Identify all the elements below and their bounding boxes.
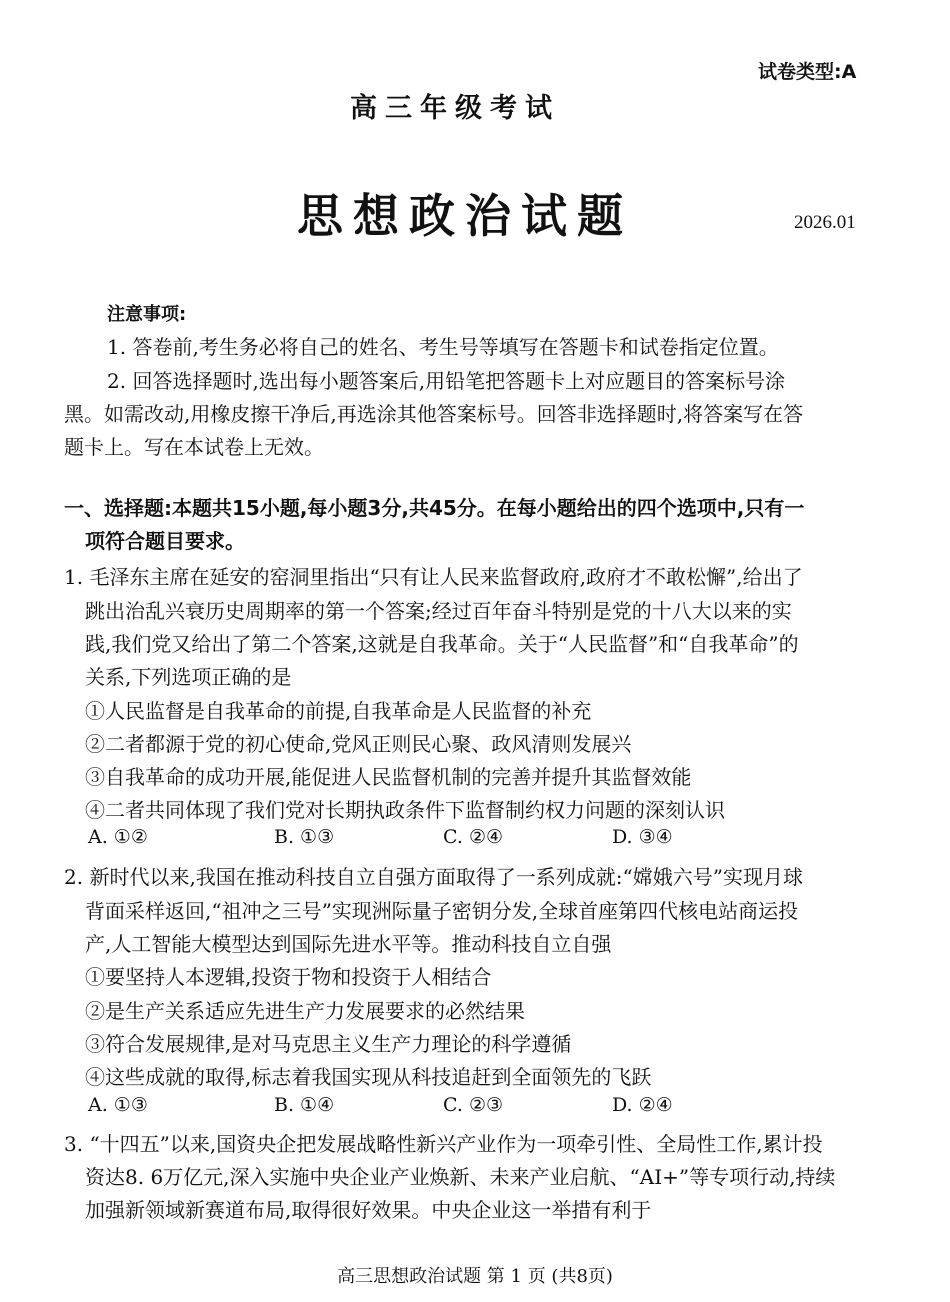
q2-options <box>0 1094 950 1120</box>
q1-option-d: D. ③④ <box>612 826 673 848</box>
q1-stem-line-4: 关系,下列选项正确的是 <box>85 665 292 689</box>
section-heading-line-2: 项符合题目要求。 <box>85 529 245 553</box>
page-title: 思想政治试题 <box>297 189 633 243</box>
q2-option-b: B. ①④ <box>274 1094 335 1116</box>
notice-item-2-line-1: 2. 回答选择题时,选出每小题答案后,用铅笔把答题卡上对应题目的答案标号涂 <box>107 369 786 393</box>
notice-item-2-line-3: 题卡上。写在本试卷上无效。 <box>64 435 324 459</box>
q1-statement-4: ④二者共同体现了我们党对长期执政条件下监督制约权力问题的深刻认识 <box>85 798 725 822</box>
q2-option-c: C. ②③ <box>443 1094 504 1116</box>
q2-stem-line-2: 背面采样返回,“祖冲之三号”实现洲际量子密钥分发,全球首座第四代核电站商运投 <box>85 899 799 923</box>
q3-stem-line-3: 加强新领域新赛道布局,取得很好效果。中央企业这一举措有利于 <box>85 1198 652 1222</box>
q1-option-a: A. ①② <box>88 826 148 848</box>
q1-stem-line-2: 跳出治乱兴衰历史周期率的第一个答案;经过百年奋斗特别是党的十八大以来的实 <box>85 599 792 623</box>
q1-stem-line-1: 1. 毛泽东主席在延安的窑洞里指出“只有让人民来监督政府,政府才不敢松懈”,给出了 <box>64 565 803 589</box>
q2-option-a: A. ①③ <box>88 1094 148 1116</box>
grade-exam-text: 高三年级考试 <box>350 93 560 124</box>
q2-option-d: D. ②④ <box>612 1094 673 1116</box>
grade-exam-heading <box>0 80 950 124</box>
q2-statement-3: ③符合发展规律,是对马克思主义生产力理论的科学遵循 <box>85 1032 572 1056</box>
q1-statement-2: ②二者都源于党的初心使命,党风正则民心聚、政风清则发展兴 <box>85 732 632 756</box>
paper-type-label: 试卷类型:A <box>758 61 857 83</box>
q3-stem-line-2: 资达8. 6万亿元,深入实施中央企业产业焕新、未来产业启航、“AI+”等专项行动,持续 <box>85 1165 836 1189</box>
page-footer: 高三思想政治试题 第 1 页 (共8页) <box>337 1266 613 1287</box>
q1-statement-1: ①人民监督是自我革命的前提,自我革命是人民监督的补充 <box>85 699 592 723</box>
q2-stem-line-3: 产,人工智能大模型达到国际先进水平等。推动科技自立自强 <box>85 932 612 956</box>
notice-heading: 注意事项: <box>107 304 187 325</box>
q2-stem-line-1: 2. 新时代以来,我国在推动科技自立自强方面取得了一系列成就:“嫦娥六号”实现月球 <box>64 865 803 889</box>
q2-statement-1: ①要坚持人本逻辑,投资于物和投资于人相结合 <box>85 965 492 989</box>
q2-statement-2: ②是生产关系适应先进生产力发展要求的必然结果 <box>85 999 525 1023</box>
q2-statement-4: ④这些成就的取得,标志着我国实现从科技追赶到全面领先的飞跃 <box>85 1065 652 1089</box>
q1-stem-line-3: 践,我们党又给出了第二个答案,这就是自我革命。关于“人民监督”和“自我革命”的 <box>85 632 799 656</box>
q1-option-c: C. ②④ <box>443 826 504 848</box>
q1-option-b: B. ①③ <box>274 826 335 848</box>
notice-item-2-line-2: 黑。如需改动,用橡皮擦干净后,再选涂其他答案标号。回答非选择题时,将答案写在答 <box>64 402 804 426</box>
section-heading-line-1: 一、选择题:本题共15小题,每小题3分,共45分。在每小题给出的四个选项中,只有一 <box>64 496 805 520</box>
q1-statement-3: ③自我革命的成功开展,能促进人民监督机制的完善并提升其监督效能 <box>85 765 692 789</box>
q1-options <box>0 826 950 852</box>
notice-item-1: 1. 答卷前,考生务必将自己的姓名、考生号等填写在答题卡和试卷指定位置。 <box>107 335 779 359</box>
q3-stem-line-1: 3. “十四五”以来,国资央企把发展战略性新兴产业作为一项牵引性、全局性工作,累计投 <box>64 1132 823 1156</box>
exam-date: 2026.01 <box>794 212 856 233</box>
